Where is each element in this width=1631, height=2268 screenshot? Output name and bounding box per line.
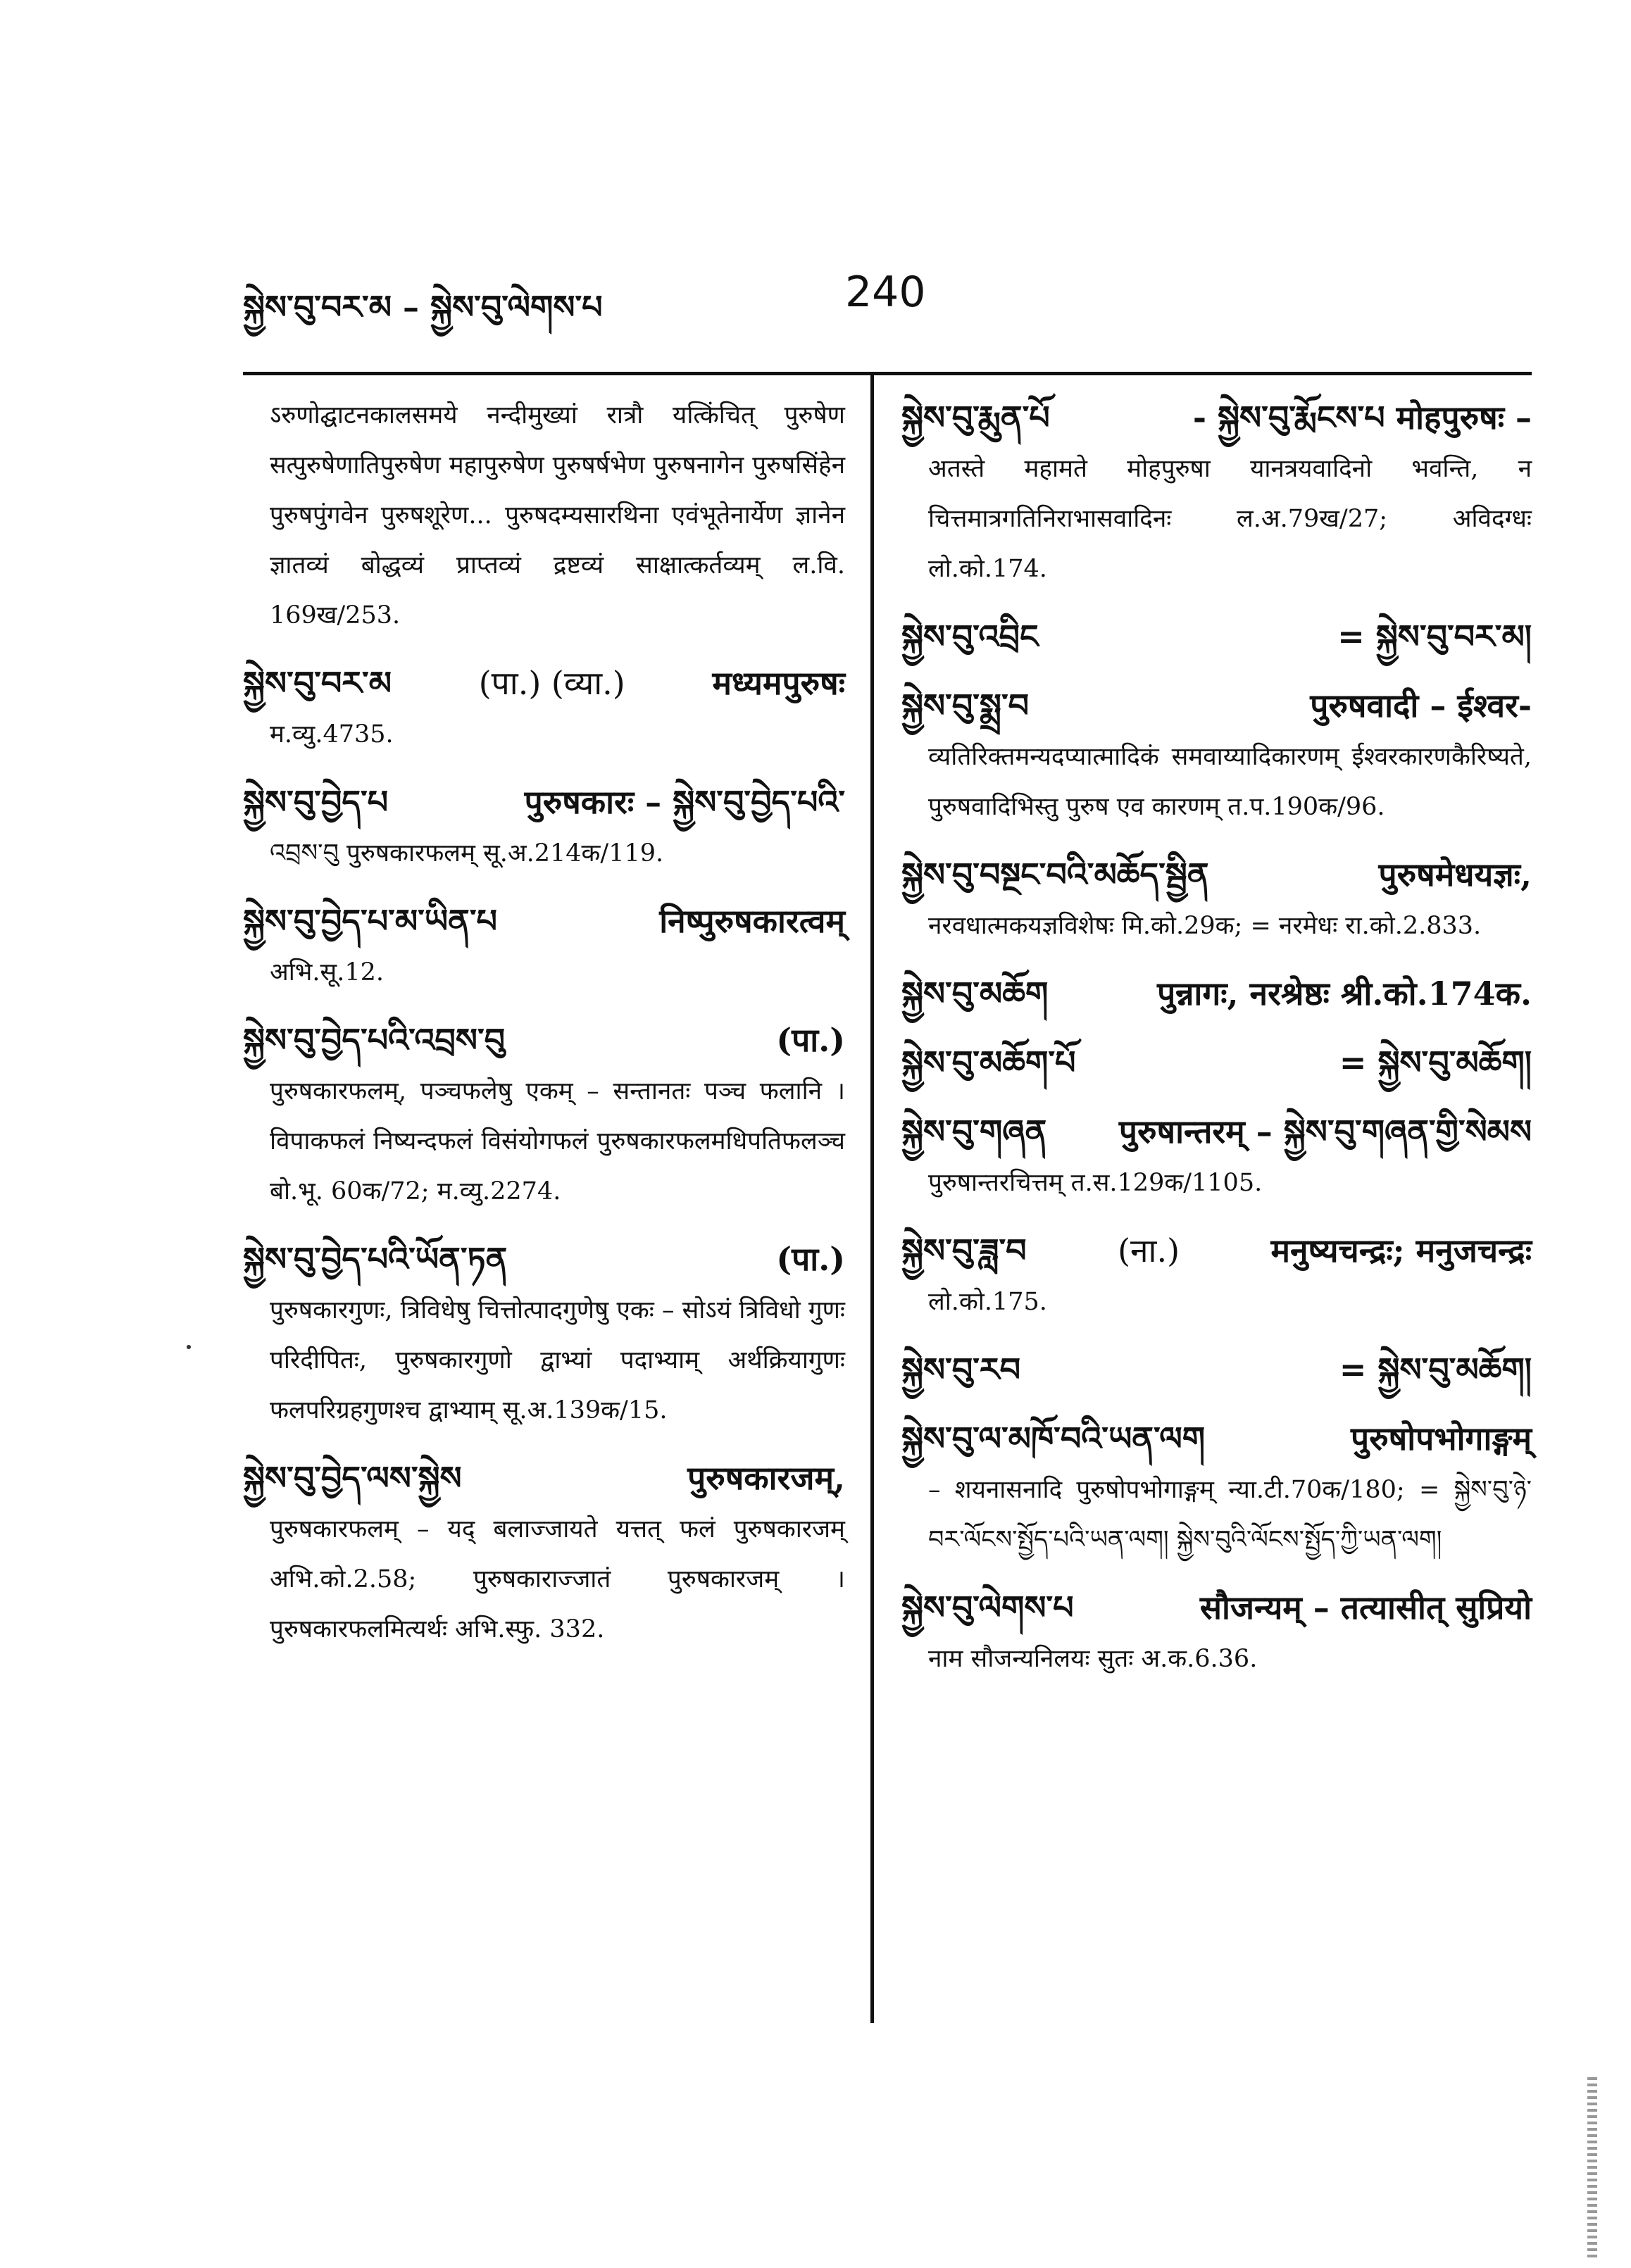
entry-head: [901, 1343, 1532, 1396]
right-entries: [901, 391, 1532, 1684]
left-column: [243, 391, 845, 1670]
dictionary-entry: [901, 679, 1532, 832]
entry-head: [901, 1412, 1532, 1465]
entry-body: लो.को.175.: [928, 1288, 1047, 1316]
dictionary-entry: [901, 1581, 1532, 1684]
dictionary-entry: [901, 967, 1532, 1020]
entry-head: [901, 967, 1532, 1020]
entry-head: [901, 848, 1532, 901]
entry-head: [243, 656, 845, 710]
header-rule: [243, 372, 1532, 375]
entry-headword: སྐྱེས་བུ་ཟླ་བ: [901, 1232, 1027, 1270]
dictionary-entry: [901, 1343, 1532, 1396]
entry-body: म.व्यु.4735.: [270, 720, 394, 748]
dictionary-entry: [243, 775, 845, 879]
entry-gloss: (पा.): [776, 1240, 845, 1278]
entry-head: [243, 1013, 845, 1067]
entry-headword: སྐྱེས་བུ་བར་མ: [243, 664, 392, 702]
entry-gloss: - སྐྱེས་བུ་རྨོངས་པ मोहपुरुषः –: [1192, 399, 1532, 437]
entry-gloss: पुरुषकारः – སྐྱེས་བུ་བྱེད་པའི་: [524, 783, 845, 821]
dictionary-entry: [243, 656, 845, 760]
entry-headword: སྐྱེས་བུ་བྱེད་པའི་འབྲས་བུ: [243, 1021, 506, 1059]
entry-body: अतस्ते महामते मोहपुरुषा यानत्रयवादिनो भवन्ति, न चित्तमात्रगतिनिराभासवादिनः ल.अ.79ख/27; अविदग्धः लो.को.174.: [928, 455, 1532, 583]
dictionary-entry: [901, 1105, 1532, 1208]
entry-head: [243, 1451, 845, 1505]
entry-gloss: पुरुषान्तरम् – སྐྱེས་བུ་གཞན་གྱི་སེམས: [1118, 1113, 1532, 1151]
dictionary-entry: [243, 894, 845, 998]
entry-gloss: पुरुषवादी – ईश्वर-: [1310, 687, 1532, 725]
entry-head: [243, 1232, 845, 1286]
entry-body: अभि.सू.12.: [270, 958, 384, 986]
entry-head: [901, 679, 1532, 732]
entry-head: [901, 1581, 1532, 1634]
entry-gloss: निष्पुरुषकारत्वम्: [659, 902, 845, 940]
entry-headword: སྐྱེས་བུ་བྱེད་ལས་སྐྱེས: [243, 1459, 462, 1497]
entry-headword: སྐྱེས་བུ་བསྔང་བའི་མཆོད་སྦྱིན: [901, 856, 1209, 894]
dictionary-entry: [901, 1412, 1532, 1565]
entry-gloss: = སྐྱེས་བུ་མཆོག།: [1339, 1044, 1532, 1082]
entry-gloss: पुन्नागः, नरश्रेष्ठः श्री.को.174क.: [1157, 975, 1532, 1013]
entry-body: འབྲས་བུ पुरुषकारफलम् सू.अ.214क/119.: [270, 839, 664, 867]
entry-body: – शयनासनादि पुरुषोपभोगाङ्गम् न्या.टी.70क/180; = སྐྱེས་བུ་ཉེ་བར་ལོངས་སྤྱོད་པའི་ཡན་ལག། སྐྱེས་བུའི་ལོངས་སྤྱོད་ཀྱི་ཡན་ལག།: [928, 1476, 1532, 1554]
entry-body: पुरुषकारफलम् – यद् बलाज्जायते यत्तत् फलं पुरुषकारजम् अभि.को.2.58; पुरुषकाराज्जातं पुरुषकारजम् । पुरुषकारफलमित्यर्थः अभि.स्फु. 332.: [270, 1515, 845, 1643]
entry-headword: སྐྱེས་བུ་བྱེད་པ་མ་ཡིན་པ: [243, 902, 497, 940]
entry-head: [243, 775, 845, 829]
entry-body: पुरुषकारफलम्, पञ्चफलेषु एकम् – सन्तानतः पञ्च फलानि । विपाकफलं निष्यन्दफलं विसंयोगफलं पुरुषकारफलमधिपतिफलञ्च बो.भू. 60क/72; म.व्यु.2274.: [270, 1077, 845, 1205]
dictionary-entry: [901, 848, 1532, 951]
dictionary-entry: [243, 1013, 845, 1217]
dictionary-entry: [901, 391, 1532, 594]
entry-head: [901, 1036, 1532, 1089]
dictionary-entry: [901, 1224, 1532, 1327]
entry-headword: སྐྱེས་བུ་བྱེད་པའི་ཡོན་ཏན: [243, 1240, 508, 1278]
entry-body: पुरुषान्तरचित्तम् त.स.129क/1105.: [928, 1169, 1263, 1197]
entry-label: (पा.) (व्या.): [478, 664, 625, 702]
entry-body: व्यतिरिक्तमन्यदप्यात्मादिकं समवाय्यादिकारणम् ईश्वरकारणकैरिष्यते, पुरुषवादिभिस्तु पुरुष एव कारणम् त.प.190क/96.: [928, 743, 1532, 821]
entry-headword: སྐྱེས་བུ་བྱེད་པ: [243, 783, 389, 821]
entry-head: [901, 1224, 1532, 1277]
entry-head: [243, 894, 845, 948]
entry-headword: སྐྱེས་བུ་མཆོག: [901, 975, 1049, 1013]
scan-edge-mark: [1587, 2077, 1597, 2260]
entry-gloss: मनुष्यचन्द्रः; मनुजचन्द्रः: [1270, 1232, 1532, 1270]
entry-gloss: पुरुषमेधयज्ञः,: [1378, 856, 1532, 894]
entry-body: नाम सौजन्यनिलयः सुतः अ.क.6.36.: [928, 1645, 1258, 1673]
dictionary-entry: [901, 1036, 1532, 1089]
left-entries: [243, 656, 845, 1655]
continued-entry: [243, 391, 845, 641]
right-column: [901, 391, 1532, 1700]
entry-headword: སྐྱེས་བུ་འབྲིང: [901, 618, 1039, 656]
dictionary-entry: [243, 1451, 845, 1655]
scan-speck: [187, 1345, 191, 1349]
entry-headword: སྐྱེས་བུ་སྨྲ་བ: [901, 687, 1030, 725]
dictionary-entry: [901, 610, 1532, 663]
column-divider: [870, 375, 874, 2023]
running-head: [243, 268, 1525, 324]
entry-body: ऽरुणोद्घाटनकालसमये नन्दीमुख्यां रात्रौ यत्किंचित् पुरुषेण सत्पुरुषेणातिपुरुषेण महापुरुषेण पुरुषर्षभेण पुरुषनागेन पुरुषसिंहेन पुरुषपुंगवेन पुरुषशूरेण... पुरुषदम्यसारथिना एवंभूतेनार्येण ज्ञानेन ज्ञातव्यं बोद्धव्यं प्राप्तव्यं द्रष्टव्यं साक्षात्कर्तव्यम् ल.वि. 169ख/253.: [270, 401, 845, 629]
entry-headword: སྐྱེས་བུ་རབ: [901, 1351, 1021, 1389]
entry-headword: སྐྱེས་བུ་མཆོག་པོ: [901, 1044, 1076, 1082]
entry-gloss: पुरुषकारजम्,: [687, 1459, 845, 1497]
entry-gloss: सौजन्यम् – तत्यासीत् सुप्रियो: [1199, 1589, 1532, 1627]
entry-head: [901, 610, 1532, 663]
entry-headword: སྐྱེས་བུ་རྨུན་པོ: [901, 399, 1050, 437]
entry-body: नरवधात्मकयज्ञविशेषः मि.को.29क; = नरमेधः रा.को.2.833.: [928, 912, 1482, 940]
entry-gloss: मध्यमपुरुषः: [712, 664, 845, 702]
entry-body: पुरुषकारगुणः, त्रिविधेषु चित्तोत्पादगुणेषु एकः – सोऽयं त्रिविधो गुणः परिदीपितः, पुरुषकारगुणो द्वाभ्यां पदाभ्याम् अर्थक्रियागुणः फलपरिग्रहगुणश्च द्वाभ्याम् सू.अ.139क/15.: [270, 1296, 845, 1424]
entry-headword: སྐྱེས་བུ་ལ་མཁོ་བའི་ཡན་ལག: [901, 1420, 1206, 1458]
page-number: 240: [845, 268, 926, 317]
entry-gloss: = སྐྱེས་བུ་བར་མ།: [1337, 618, 1532, 656]
entry-head: [901, 1105, 1532, 1158]
entry-head: [901, 391, 1532, 444]
entry-gloss: (पा.): [776, 1021, 845, 1059]
dictionary-entry: [243, 1232, 845, 1436]
entry-headword: སྐྱེས་བུ་ལེགས་པ: [901, 1589, 1074, 1627]
entry-label: (ना.): [1118, 1232, 1180, 1270]
entry-gloss: पुरुषोपभोगाङ्गम्: [1351, 1420, 1532, 1458]
entry-gloss: = སྐྱེས་བུ་མཆོག།: [1339, 1351, 1532, 1389]
entry-headword: སྐྱེས་བུ་གཞན: [901, 1113, 1047, 1151]
running-head-range: སྐྱེས་བུ་བར་མ – སྐྱེས་བུ་ལེགས་པ: [243, 288, 603, 326]
